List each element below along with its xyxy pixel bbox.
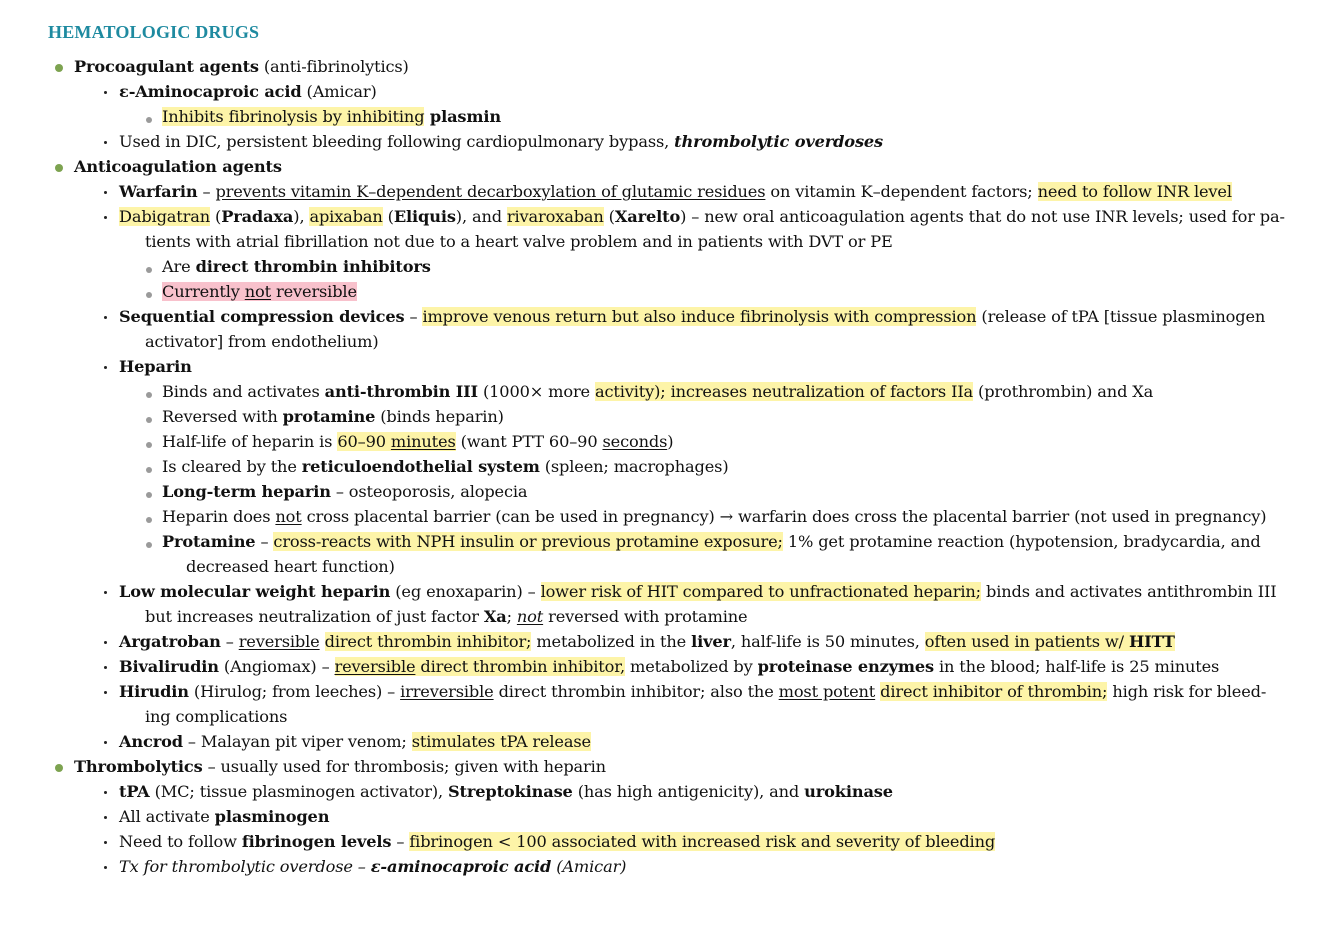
term: reticuloendothelial system <box>301 457 540 476</box>
bullet-icon <box>104 191 107 194</box>
text: Is cleared by the <box>162 457 302 476</box>
text: Reversed with <box>162 407 283 426</box>
highlight: improve venous return but also induce fibrinolysis with compression <box>422 307 977 326</box>
term: urokinase <box>804 782 893 801</box>
text: direct thrombin inhibitor, <box>415 657 626 676</box>
term: Ancrod <box>119 732 183 751</box>
bullet-icon <box>146 417 152 423</box>
term: Sequential compression devices <box>119 307 405 326</box>
list-item-tx-overdose <box>48 854 1334 879</box>
emphasis: thrombolytic overdoses <box>674 132 884 151</box>
text: Currently <box>162 282 245 301</box>
text: but increases neutralization of just factor <box>145 607 484 626</box>
list-item-thrombolytics <box>48 754 1334 779</box>
bullet-icon <box>104 91 107 94</box>
list-item-heparin <box>48 354 1334 379</box>
text: (want PTT 60–90 <box>455 432 603 451</box>
text: ( <box>210 207 222 226</box>
term: Low molecular weight heparin <box>119 582 391 601</box>
list-item-heparin-protamine <box>48 529 1334 554</box>
list-item-heparin-binds <box>48 379 1334 404</box>
list-item-eaca-use <box>48 129 1334 154</box>
text: cross placental barrier (can be used in pregnancy) → warfarin does cross the placental barrier (not used in pregnancy) <box>301 507 1267 526</box>
text: Heparin does <box>162 507 276 526</box>
list-item-procoagulant <box>48 54 1334 79</box>
text: reversible <box>271 282 357 301</box>
text: reversed with protamine <box>543 607 748 626</box>
underline: reversible <box>238 632 320 651</box>
bullet-icon <box>104 366 107 369</box>
list-item-activate <box>48 804 1334 829</box>
list-item-lmwh-continued <box>48 604 1334 629</box>
underline: not <box>244 282 271 301</box>
emphasis: ε-aminocaproic acid <box>370 857 552 876</box>
list-item-anticoagulation <box>48 154 1334 179</box>
list-item-noac-dti <box>48 254 1334 279</box>
term: Procoagulant agents <box>74 57 259 76</box>
term: liver <box>691 632 731 651</box>
bullet-icon <box>146 467 152 473</box>
text: – <box>220 632 239 651</box>
bullet-icon <box>104 741 107 744</box>
list-item-noac <box>48 204 1334 229</box>
bullet-icon <box>55 164 63 172</box>
list-item-bivalirudin <box>48 654 1334 679</box>
list-item-warfarin <box>48 179 1334 204</box>
underline: reversible <box>334 657 416 676</box>
highlight: Dabigatran <box>119 207 211 226</box>
text: (MC; tissue plasminogen activator), <box>149 782 449 801</box>
text <box>320 632 325 651</box>
text: (binds heparin) <box>375 407 504 426</box>
bullet-icon <box>146 442 152 448</box>
bullet-icon <box>104 666 107 669</box>
text: – osteoporosis, alopecia <box>330 482 528 501</box>
text: (Angiomax) – <box>218 657 335 676</box>
highlight: direct thrombin inhibitor; <box>324 632 532 651</box>
highlight: cross-reacts with NPH insulin or previous protamine exposure; <box>273 532 783 551</box>
term: Xarelto <box>614 207 681 226</box>
bullet-icon <box>146 517 152 523</box>
term: Thrombolytics <box>74 757 203 776</box>
text: (has high antigenicity), and <box>572 782 805 801</box>
highlight: Inhibits fibrinolysis by inhibiting <box>162 107 425 126</box>
bullet-icon <box>55 64 63 72</box>
text: Binds and activates <box>162 382 325 401</box>
term: Pradaxa <box>221 207 294 226</box>
term: anti-thrombin III <box>324 382 478 401</box>
text: All activate <box>119 807 215 826</box>
highlight <box>335 657 626 676</box>
text: (1000× more <box>477 382 595 401</box>
text: high risk for bleed- <box>1107 682 1267 701</box>
text: Need to follow <box>119 832 242 851</box>
highlight: direct inhibitor of thrombin; <box>880 682 1108 701</box>
bullet-icon <box>104 141 107 144</box>
highlight: need to follow INR level <box>1037 182 1232 201</box>
text: (release of tPA [tissue plasminogen <box>976 307 1266 326</box>
term: plasminogen <box>214 807 330 826</box>
term: Streptokinase <box>448 782 573 801</box>
term: ε-Aminocaproic acid <box>119 82 302 101</box>
text: Half-life of heparin is <box>162 432 338 451</box>
text: (prothrombin) and Xa <box>973 382 1154 401</box>
bullet-icon <box>104 841 107 844</box>
text: 60–90 <box>337 432 391 451</box>
term: Bivalirudin <box>119 657 219 676</box>
text: ( <box>382 207 394 226</box>
text: Used in DIC, persistent bleeding following cardiopulmonary bypass, <box>119 132 675 151</box>
list-item-heparin-halflife <box>48 429 1334 454</box>
text: ), <box>293 207 310 226</box>
text: – <box>197 182 216 201</box>
text: binds and activates antithrombin III <box>980 582 1277 601</box>
bullet-icon <box>104 316 107 319</box>
underline: irreversible <box>400 682 494 701</box>
bullet-icon <box>104 691 107 694</box>
term: fibrinogen levels <box>241 832 392 851</box>
term: Eliquis <box>393 207 456 226</box>
text: (Amicar) <box>301 82 377 101</box>
term: Hirudin <box>119 682 189 701</box>
term: Heparin <box>119 357 192 376</box>
highlight: fibrinogen < 100 associated with increased risk and severity of bleeding <box>409 832 996 851</box>
list-item-heparin-protamine-continued: decreased heart function) <box>186 557 395 576</box>
bullet-icon <box>104 791 107 794</box>
term: plasmin <box>424 107 501 126</box>
list-item-fibrinogen <box>48 829 1334 854</box>
text: (eg enoxaparin) – <box>390 582 541 601</box>
list-item-noac-reversible <box>48 279 1334 304</box>
text: – <box>404 307 423 326</box>
bullet-icon <box>146 292 152 298</box>
text: ), and <box>455 207 507 226</box>
highlight: rivaroxaban <box>506 207 604 226</box>
bullet-icon <box>104 591 107 594</box>
term: proteinase enzymes <box>757 657 935 676</box>
term: Protamine <box>162 532 256 551</box>
text: often used in patients w/ <box>924 632 1129 651</box>
list-item-scd-continued: activator] from endothelium) <box>145 332 379 351</box>
list-item-lmwh <box>48 579 1334 604</box>
list-item-tpa <box>48 779 1334 804</box>
term: HITT <box>1128 632 1175 651</box>
highlight: apixaban <box>309 207 383 226</box>
highlight-pink <box>162 282 357 301</box>
text: direct thrombin inhibitor; also the <box>493 682 779 701</box>
section-title: HEMATOLOGIC DRUGS <box>48 22 260 42</box>
text: ; <box>506 607 517 626</box>
text: – <box>391 832 410 851</box>
text: – usually used for thrombosis; given with heparin <box>202 757 606 776</box>
term: Warfarin <box>119 182 198 201</box>
underline: not <box>275 507 302 526</box>
term: Anticoagulation agents <box>74 157 282 176</box>
highlight: stimulates tPA release <box>411 732 591 751</box>
text: metabolized by <box>625 657 758 676</box>
text: (spleen; macrophages) <box>539 457 729 476</box>
bullet-icon <box>146 492 152 498</box>
highlight: activity); increases neutralization of factors IIa <box>594 382 974 401</box>
list-item-heparin-longterm <box>48 479 1334 504</box>
bullet-icon <box>146 117 152 123</box>
text: on vitamin K–dependent factors; <box>765 182 1038 201</box>
list-item-heparin-reversed <box>48 404 1334 429</box>
list-item-ancrod <box>48 729 1334 754</box>
list-item-eaca <box>48 79 1334 104</box>
text: ) – new oral anticoagulation agents that do not use INR levels; used for pa- <box>680 207 1285 226</box>
emphasis: Tx for thrombolytic overdose – <box>119 857 371 876</box>
text: – <box>255 532 274 551</box>
text: 1% get protamine reaction (hypotension, bradycardia, and <box>782 532 1261 551</box>
text: metabolized in the <box>531 632 692 651</box>
highlight: lower risk of HIT compared to unfractionated heparin; <box>540 582 981 601</box>
term: Long-term heparin <box>162 482 331 501</box>
bullet-icon <box>146 392 152 398</box>
bullet-icon <box>104 216 107 219</box>
underline: minutes <box>390 432 456 451</box>
emphasis: not <box>516 607 544 626</box>
list-item-noac-continued: tients with atrial fibrillation not due to a heart valve problem and in patients with DVT or PE <box>145 232 893 251</box>
term: protamine <box>282 407 376 426</box>
highlight <box>337 432 455 451</box>
bullet-icon <box>146 267 152 273</box>
bullet-icon <box>146 542 152 548</box>
list-item-hirudin-continued: ing complications <box>145 707 288 726</box>
text: (Hirulog; from leeches) – <box>188 682 401 701</box>
bullet-icon <box>104 866 107 869</box>
underline: most potent <box>778 682 876 701</box>
text: (anti-fibrinolytics) <box>258 57 409 76</box>
term: Argatroban <box>119 632 221 651</box>
text: ( <box>603 207 615 226</box>
list-item-scd <box>48 304 1334 329</box>
list-item-argatroban <box>48 629 1334 654</box>
bullet-icon <box>55 764 63 772</box>
text: ) <box>667 432 674 451</box>
list-item-heparin-placenta <box>48 504 1334 529</box>
highlight <box>925 632 1175 651</box>
text: , half-life is 50 minutes, <box>730 632 925 651</box>
list-item-eaca-mechanism <box>48 104 1334 129</box>
emphasis: (Amicar) <box>551 857 627 876</box>
term: Xa <box>483 607 507 626</box>
list-item-heparin-cleared <box>48 454 1334 479</box>
text: – Malayan pit viper venom; <box>182 732 412 751</box>
underline: prevents vitamin K–dependent decarboxylation of glutamic residues <box>215 182 766 201</box>
bullet-icon <box>104 816 107 819</box>
bullet-icon <box>104 641 107 644</box>
text: in the blood; half-life is 25 minutes <box>934 657 1220 676</box>
list-item-hirudin <box>48 679 1334 704</box>
text: Are <box>162 257 196 276</box>
term: direct thrombin inhibitors <box>195 257 431 276</box>
underline: seconds <box>602 432 668 451</box>
term: tPA <box>119 782 150 801</box>
